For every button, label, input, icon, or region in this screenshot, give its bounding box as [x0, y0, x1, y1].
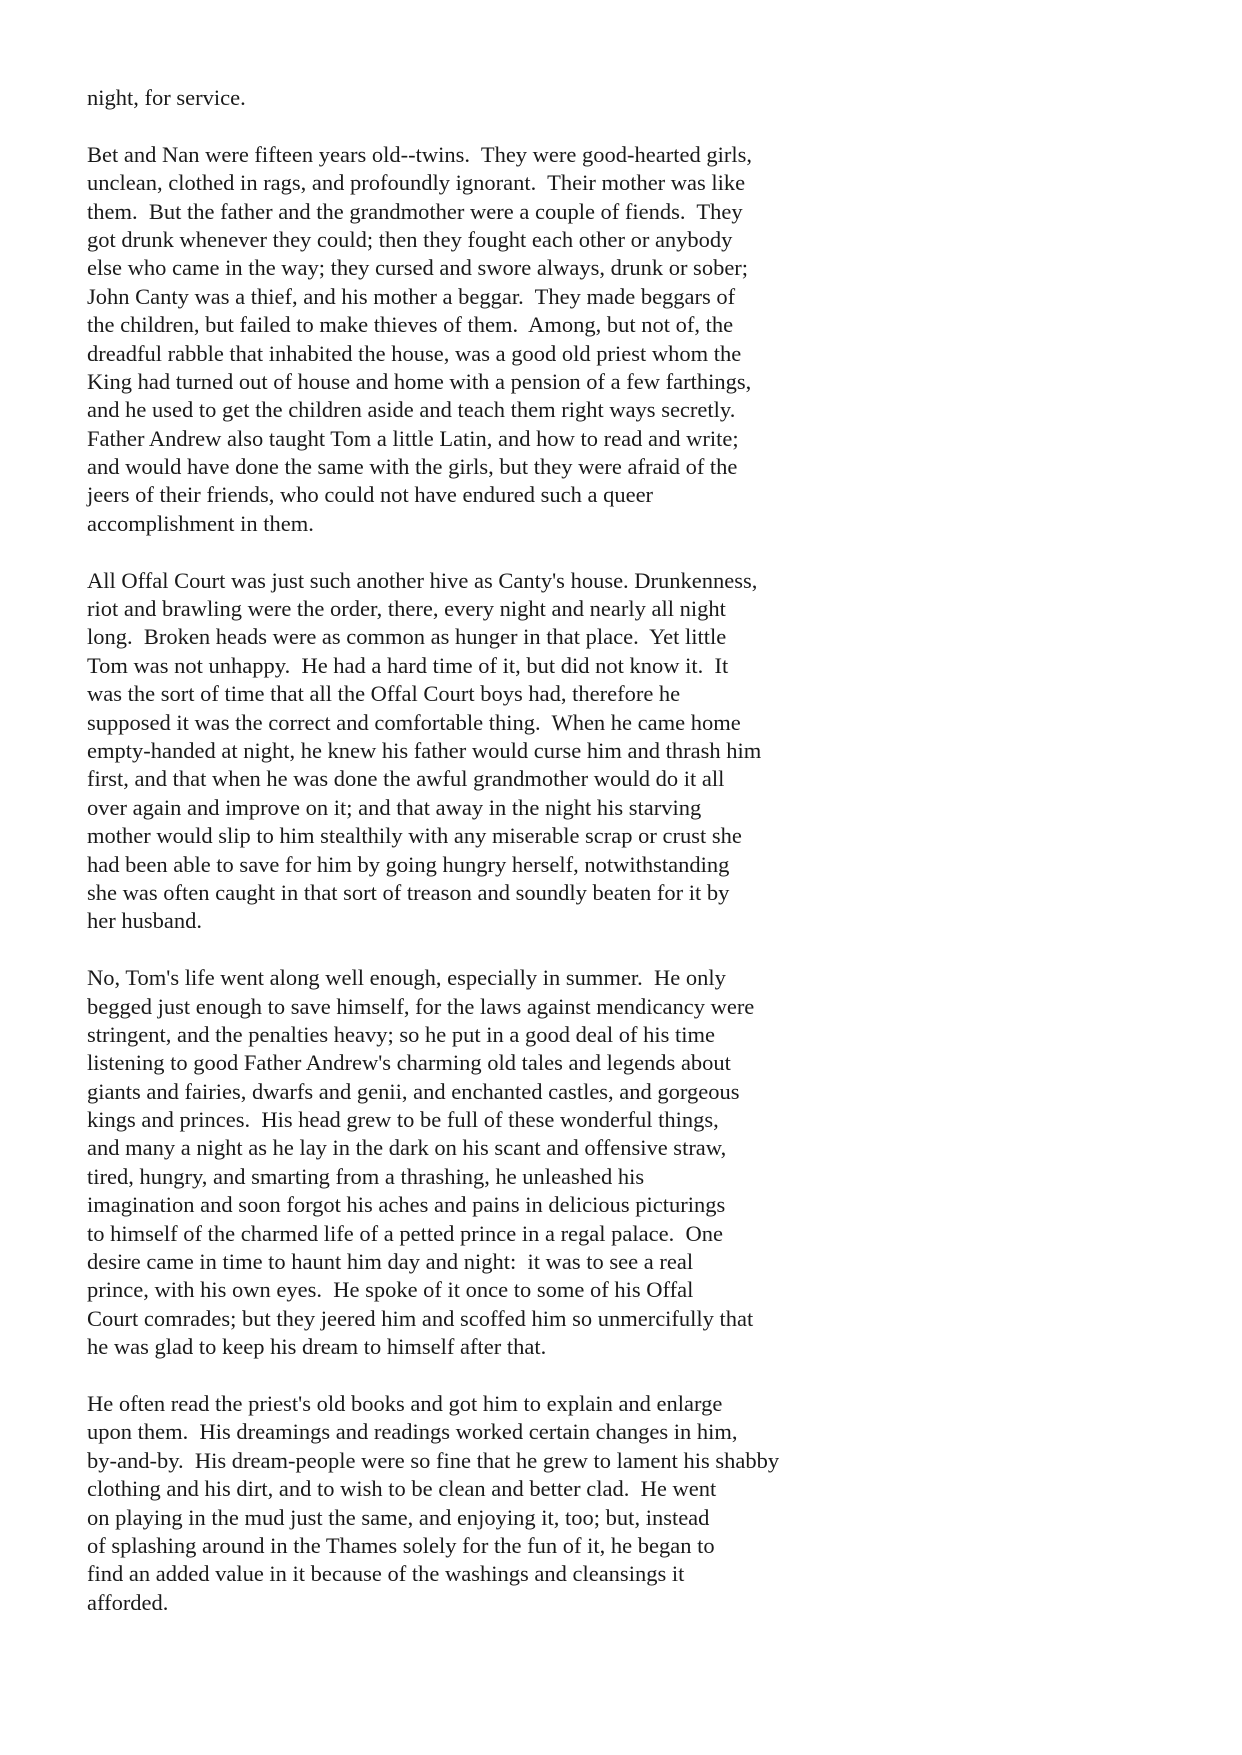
- text-line: to himself of the charmed life of a petted prince in a regal palace. One: [87, 1220, 723, 1246]
- document-page: [87, 84, 1187, 1645]
- text-line: listening to good Father Andrew's charming old tales and legends about: [87, 1050, 731, 1076]
- paragraph-3: [87, 567, 1187, 936]
- text-line: on playing in the mud just the same, and enjoying it, too; but, instead: [87, 1504, 710, 1530]
- text-line: No, Tom's life went along well enough, especially in summer. He only: [87, 965, 726, 991]
- text-line: got drunk whenever they could; then they fought each other or anybody: [87, 226, 733, 252]
- text-line: and many a night as he lay in the dark on his scant and offensive straw,: [87, 1135, 727, 1161]
- text-line: find an added value in it because of the washings and cleansings it: [87, 1561, 685, 1587]
- text-line: afforded.: [87, 1589, 169, 1615]
- text-line: desire came in time to haunt him day and night: it was to see a real: [87, 1249, 694, 1275]
- text-line: else who came in the way; they cursed and swore always, drunk or sober;: [87, 255, 749, 281]
- text-line: she was often caught in that sort of treason and soundly beaten for it by: [87, 879, 730, 905]
- text-line: them. But the father and the grandmother were a couple of fiends. They: [87, 198, 743, 224]
- text-line: Court comrades; but they jeered him and scoffed him so unmercifully that: [87, 1305, 754, 1331]
- text-line: and would have done the same with the girls, but they were afraid of the: [87, 454, 738, 480]
- text-line: her husband.: [87, 908, 202, 934]
- text-line: was the sort of time that all the Offal Court boys had, therefore he: [87, 681, 681, 707]
- text-line: All Offal Court was just such another hive as Canty's house. Drunkenness,: [87, 567, 758, 593]
- text-line: imagination and soon forgot his aches and pains in delicious picturings: [87, 1192, 726, 1218]
- text-line: mother would slip to him stealthily with any miserable scrap or crust she: [87, 823, 742, 849]
- text-line: long. Broken heads were as common as hunger in that place. Yet little: [87, 624, 727, 650]
- paragraph-5: [87, 1390, 1187, 1617]
- text-line: accomplishment in them.: [87, 510, 314, 536]
- text-line: tired, hungry, and smarting from a thrashing, he unleashed his: [87, 1163, 645, 1189]
- text-line: empty-handed at night, he knew his father would curse him and thrash him: [87, 737, 762, 763]
- text-line: kings and princes. His head grew to be full of these wonderful things,: [87, 1107, 719, 1133]
- text-line: prince, with his own eyes. He spoke of it once to some of his Offal: [87, 1277, 694, 1303]
- text-line: first, and that when he was done the awful grandmother would do it all: [87, 766, 725, 792]
- text-line: the children, but failed to make thieves of them. Among, but not of, the: [87, 312, 734, 338]
- text-line: Bet and Nan were fifteen years old--twins. They were good-hearted girls,: [87, 141, 752, 167]
- text-line: King had turned out of house and home with a pension of a few farthings,: [87, 368, 752, 394]
- text-line: by-and-by. His dream-people were so fine that he grew to lament his shabby: [87, 1447, 780, 1473]
- text-line: dreadful rabble that inhabited the house, was a good old priest whom the: [87, 340, 742, 366]
- text-line: supposed it was the correct and comfortable thing. When he came home: [87, 709, 741, 735]
- text-line: jeers of their friends, who could not have endured such a queer: [87, 482, 654, 508]
- paragraph-2: [87, 141, 1187, 538]
- text-line: riot and brawling were the order, there, every night and nearly all night: [87, 596, 726, 622]
- text-line: Father Andrew also taught Tom a little Latin, and how to read and write;: [87, 425, 739, 451]
- text-line: Tom was not unhappy. He had a hard time of it, but did not know it. It: [87, 652, 729, 678]
- text-line: he was glad to keep his dream to himself after that.: [87, 1334, 547, 1360]
- paragraph-4: [87, 964, 1187, 1361]
- text-line: John Canty was a thief, and his mother a beggar. They made beggars of: [87, 283, 736, 309]
- text-line: giants and fairies, dwarfs and genii, and enchanted castles, and gorgeous: [87, 1078, 740, 1104]
- paragraph-1: [87, 84, 1187, 112]
- text-line: clothing and his dirt, and to wish to be clean and better clad. He went: [87, 1476, 717, 1502]
- text-line: of splashing around in the Thames solely for the fun of it, he began to: [87, 1532, 715, 1558]
- text-line: night, for service.: [87, 85, 246, 110]
- text-line: stringent, and the penalties heavy; so he put in a good deal of his time: [87, 1021, 715, 1047]
- text-line: He often read the priest's old books and got him to explain and enlarge: [87, 1390, 723, 1416]
- text-line: had been able to save for him by going hungry herself, notwithstanding: [87, 851, 730, 877]
- text-line: unclean, clothed in rags, and profoundly ignorant. Their mother was like: [87, 170, 746, 196]
- text-line: and he used to get the children aside and teach them right ways secretly.: [87, 397, 736, 423]
- text-line: begged just enough to save himself, for the laws against mendicancy were: [87, 993, 755, 1019]
- text-line: over again and improve on it; and that away in the night his starving: [87, 794, 702, 820]
- text-line: upon them. His dreamings and readings worked certain changes in him,: [87, 1419, 738, 1445]
